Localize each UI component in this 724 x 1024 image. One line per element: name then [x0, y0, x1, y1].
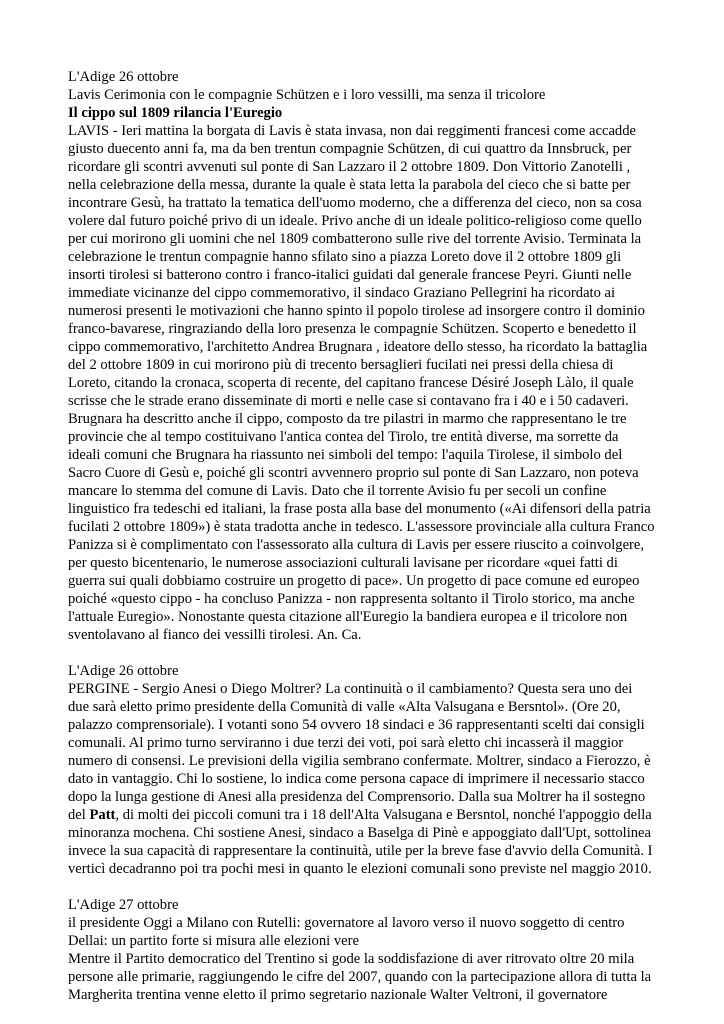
body-line: per cui morirono gli uomini che nel 1809 combatterono sulle rive del torrente Avisio. Terminata la — [68, 231, 642, 247]
body-line: il presidente Oggi a Milano con Rutelli: governatore al lavoro verso il nuovo soggetto di centro — [68, 915, 625, 931]
body-line: celebrazione le trentun compagnie hanno sfilato sino a piazza Loreto dove il 2 ottobre 1809 gli — [68, 249, 622, 265]
article-dellai — [68, 896, 660, 1004]
article-lavis — [68, 68, 660, 644]
body-line: l'attuale Euregio». Nonostante questa citazione all'Euregio la bandiera europea e il tricolore non — [68, 609, 628, 625]
article-source: L'Adige 26 ottobre — [68, 663, 179, 679]
body-line: ideali comuni che Brugnara ha riassunto nei simboli del tempo: l'aquila Tirolese, il simbolo del — [68, 447, 623, 463]
body-line: numerosi presenti le motivazioni che hanno spinto il popolo tirolese ad insorgere contro il dominio — [68, 303, 645, 319]
body-line: dopo la lunga gestione di Anesi alla presidenza del Comprensorio. Dalla sua Moltrer ha il sostegno — [68, 789, 646, 805]
body-line: franco-bavarese, ringraziando della loro presenza le compagnie Schützen. Scoperto e benedetto il — [68, 321, 637, 337]
body-line: LAVIS - Ieri mattina la borgata di Lavis è stata invasa, non dai reggimenti francesi come accadde — [68, 123, 637, 139]
body-line: Brugnara ha descritto anche il cippo, composto da tre pilastri in marmo che rappresentano le tre — [68, 411, 627, 427]
body-line: due sarà eletto primo presidente della Comunità di valle «Alta Valsugana e Bersntol». (Ore 20, — [68, 699, 621, 715]
body-line: minoranza mochena. Chi sostiene Anesi, sindaco a Baselga di Pinè e appoggiato dall'Upt, sottolinea — [68, 825, 652, 841]
body-line: persone alle primarie, raggiungendo le cifre del 2007, quando con la partecipazione allora di tutta la — [68, 969, 652, 985]
body-line: nella celebrazione della messa, durante la quale è stata letta la parabola del cieco che si batte per — [68, 177, 631, 193]
body-line: incontrare Gesù, ha trattato la tematica dell'uomo moderno, che a differenza del cieco, non sa cosa — [68, 195, 642, 211]
body-line: sventolavano al fianco dei vessilli tirolesi. An. Ca. — [68, 627, 362, 643]
body-line: del 2 ottobre 1809 in cui morirono più di trecento bersaglieri fucilati nei pressi della chiesa di — [68, 357, 614, 373]
body-line: scrisse che le strade erano disseminate di morti e nelle case si contavano fra i 40 e i 50 cadaveri. — [68, 393, 629, 409]
body-line: palazzo comprensoriale). I votanti sono 54 ovvero 18 sindaci e 36 rappresentanti scelti dai consigli — [68, 717, 645, 733]
body-line: linguistico fra tedeschi ed italiani, la frase posta alla base del monumento («Ai difensori della patria — [68, 501, 651, 517]
body-line: Margherita trentina venne eletto il primo segretario nazionale Walter Veltroni, il governatore — [68, 987, 608, 1003]
body-line: poiché «questo cippo - ha concluso Panizza - non rappresenta soltanto il Tirolo storico, ma anche — [68, 591, 635, 607]
article-body — [68, 680, 660, 878]
body-line: Mentre il Partito democratico del Trentino si gode la soddisfazione di aver ritrovato oltre 20 mila — [68, 951, 635, 967]
body-text-fragment: del — [68, 807, 90, 823]
body-line: guerra sui quali dobbiamo costruire un progetto di pace». Un progetto di pace comune ed europeo — [68, 573, 640, 589]
body-line: Loreto, citando la cronaca, scoperta di recente, del capitano francese Désiré Joseph Làlo, il quale — [68, 375, 634, 391]
article-body — [68, 914, 660, 1004]
body-line: dato in vantaggio. Chi lo sostiene, lo indica come persona capace di imprimere il necessario stacco — [68, 771, 645, 787]
body-line: mancare lo stemma del comune di Lavis. Dato che il torrente Avisio fu per secoli un confine — [68, 483, 607, 499]
body-line: Dellai: un partito forte si misura alle elezioni vere — [68, 933, 359, 949]
body-line: numero di consensi. Le previsioni della vigilia sembrano confermate. Moltrer, sindaco a Fierozzo, è — [68, 753, 651, 769]
body-line: Sacro Cuore di Gesù e, poiché gli scontri avvennero proprio sul ponte di San Lazzaro, non poteva — [68, 465, 639, 481]
body-line: insorti tirolesi si batterono contro i franco-italici guidati dal generale francese Peyri. Giunti nelle — [68, 267, 632, 283]
article-body — [68, 122, 660, 644]
article-source: L'Adige 26 ottobre — [68, 69, 179, 85]
body-line: volere dal futuro poiché privo di un ideale. Privo anche di un ideale politico-religioso come quello — [68, 213, 642, 229]
body-line-patt — [68, 806, 660, 824]
body-line: fucilati 2 ottobre 1809») è stata tradotta anche in tedesco. L'assessore provinciale alla cultura Franco — [68, 519, 655, 535]
body-text-fragment: , di molti dei piccoli comuni tra i 18 dell'Alta Valsugana e Bersntol, nonché l'appoggio della — [115, 807, 652, 823]
article-subtitle: Lavis Cerimonia con le compagnie Schützen e i loro vessilli, ma senza il tricolore — [68, 87, 546, 103]
patt-party-name: Patt — [89, 807, 116, 823]
body-line: giusto duecento anni fa, ma da ben trentun compagnie Schützen, di cui quattro da Innsbruck, per — [68, 141, 632, 157]
article-title: Il cippo sul 1809 rilancia l'Euregio — [68, 105, 283, 121]
body-line: PERGINE - Sergio Anesi o Diego Moltrer? La continuità o il cambiamento? Questa sera uno dei — [68, 681, 633, 697]
body-line: per questo bicentenario, le numerose associazioni culturali lavisane per ricordare «quei fatti di — [68, 555, 618, 571]
body-line: immediate vicinanze del cippo commemorativo, il sindaco Graziano Pellegrini ha ricordato ai — [68, 285, 616, 301]
body-line: verticì decadranno poi tra pochi mesi in quanto le elezioni comunali sono previste nel maggio 2010. — [68, 861, 652, 877]
document-page — [68, 68, 660, 1004]
body-line: invece la sua capacità di rappresentare la continuità, utile per la breve fase d'avvio della Comunità. I — [68, 843, 653, 859]
body-line: comunali. Al primo turno serviranno i due terzi dei voti, poi sarà eletto chi incasserà il maggior — [68, 735, 624, 751]
body-line: provincie che al tempo costituivano l'antica contea del Tirolo, tre entità diverse, ma sorrette da — [68, 429, 619, 445]
article-source: L'Adige 27 ottobre — [68, 897, 179, 913]
body-line: Panizza si è complimentato con l'assessorato alla cultura di Lavis per essere riuscito a coinvolgere, — [68, 537, 645, 553]
body-line: cippo commemorativo, l'architetto Andrea Brugnara , ideatore dello stesso, ha ricordato la battaglia — [68, 339, 648, 355]
body-line: ricordare gli scontri avvenuti sul ponte di San Lazzaro il 2 ottobre 1809. Don Vittorio Zanotelli , — [68, 159, 631, 175]
article-pergine — [68, 662, 660, 878]
